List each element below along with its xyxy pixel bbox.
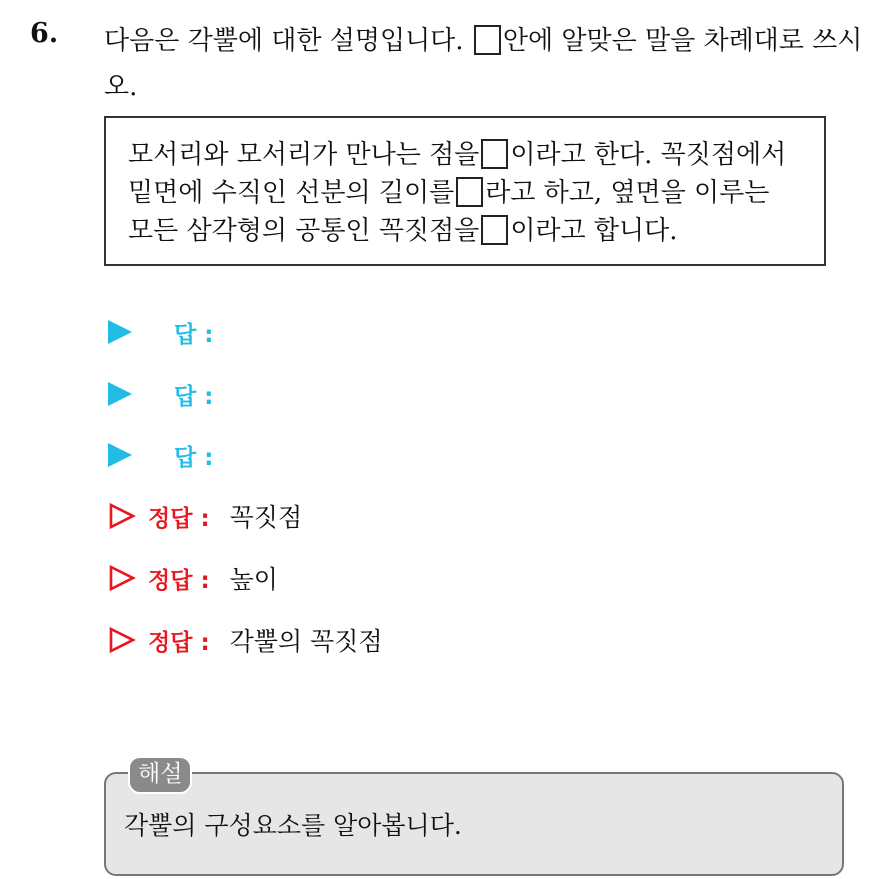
solution-row-3 bbox=[108, 622, 383, 658]
outline-triangle-icon bbox=[108, 564, 136, 592]
explanation-text: 각뿔의 구성요소를 알아봅니다. bbox=[124, 811, 462, 840]
answer-label: 답 : bbox=[174, 444, 214, 471]
answer-field-1[interactable] bbox=[108, 314, 213, 350]
blank-box bbox=[474, 25, 501, 55]
statement-line-2-b: 라고 하고, 옆면을 이루는 bbox=[485, 178, 770, 208]
statement-line-1 bbox=[128, 136, 824, 174]
question-number: 6. bbox=[30, 18, 59, 49]
statement-line-3-b: 이라고 합니다. bbox=[510, 216, 678, 246]
solution-label: 정답 : bbox=[148, 629, 210, 656]
solution-row-1 bbox=[108, 498, 302, 534]
blank-box bbox=[481, 139, 508, 169]
blank-box bbox=[456, 177, 483, 207]
outline-triangle-icon bbox=[108, 502, 136, 530]
outline-triangle-icon bbox=[108, 626, 136, 654]
question-text-before: 다음은 각뿔에 대한 설명입니다. bbox=[104, 26, 464, 56]
solution-label: 정답 : bbox=[148, 567, 210, 594]
question-text-after: 안에 알맞은 말을 차례대로 쓰시오. bbox=[104, 26, 863, 102]
solution-value: 꼭짓점 bbox=[229, 503, 303, 532]
explanation-tag: 해설 bbox=[128, 756, 192, 794]
blank-box bbox=[481, 215, 508, 245]
statement-line-3 bbox=[128, 212, 824, 250]
solution-row-2 bbox=[108, 560, 278, 596]
play-triangle-icon bbox=[108, 443, 132, 467]
statement-line-2 bbox=[128, 174, 824, 212]
answer-field-2[interactable] bbox=[108, 376, 213, 412]
statement-line-1-a: 모서리와 모서리가 만나는 점을 bbox=[128, 140, 480, 170]
statement-line-3-a: 모든 삼각형의 공통인 꼭짓점을 bbox=[128, 216, 480, 246]
statement-line-1-b: 이라고 한다. 꼭짓점에서 bbox=[510, 140, 787, 170]
answer-label: 답 : bbox=[174, 321, 214, 348]
solution-value: 높이 bbox=[229, 565, 278, 594]
answer-field-3[interactable] bbox=[108, 437, 213, 473]
play-triangle-icon bbox=[108, 382, 132, 406]
answer-label: 답 : bbox=[174, 383, 214, 410]
play-triangle-icon bbox=[108, 320, 132, 344]
question-text bbox=[104, 18, 864, 110]
statement-line-2-a: 밑면에 수직인 선분의 길이를 bbox=[128, 178, 455, 208]
solution-label: 정답 : bbox=[148, 505, 210, 532]
solution-value: 각뿔의 꼭짓점 bbox=[229, 627, 383, 656]
statement-box bbox=[104, 116, 826, 266]
